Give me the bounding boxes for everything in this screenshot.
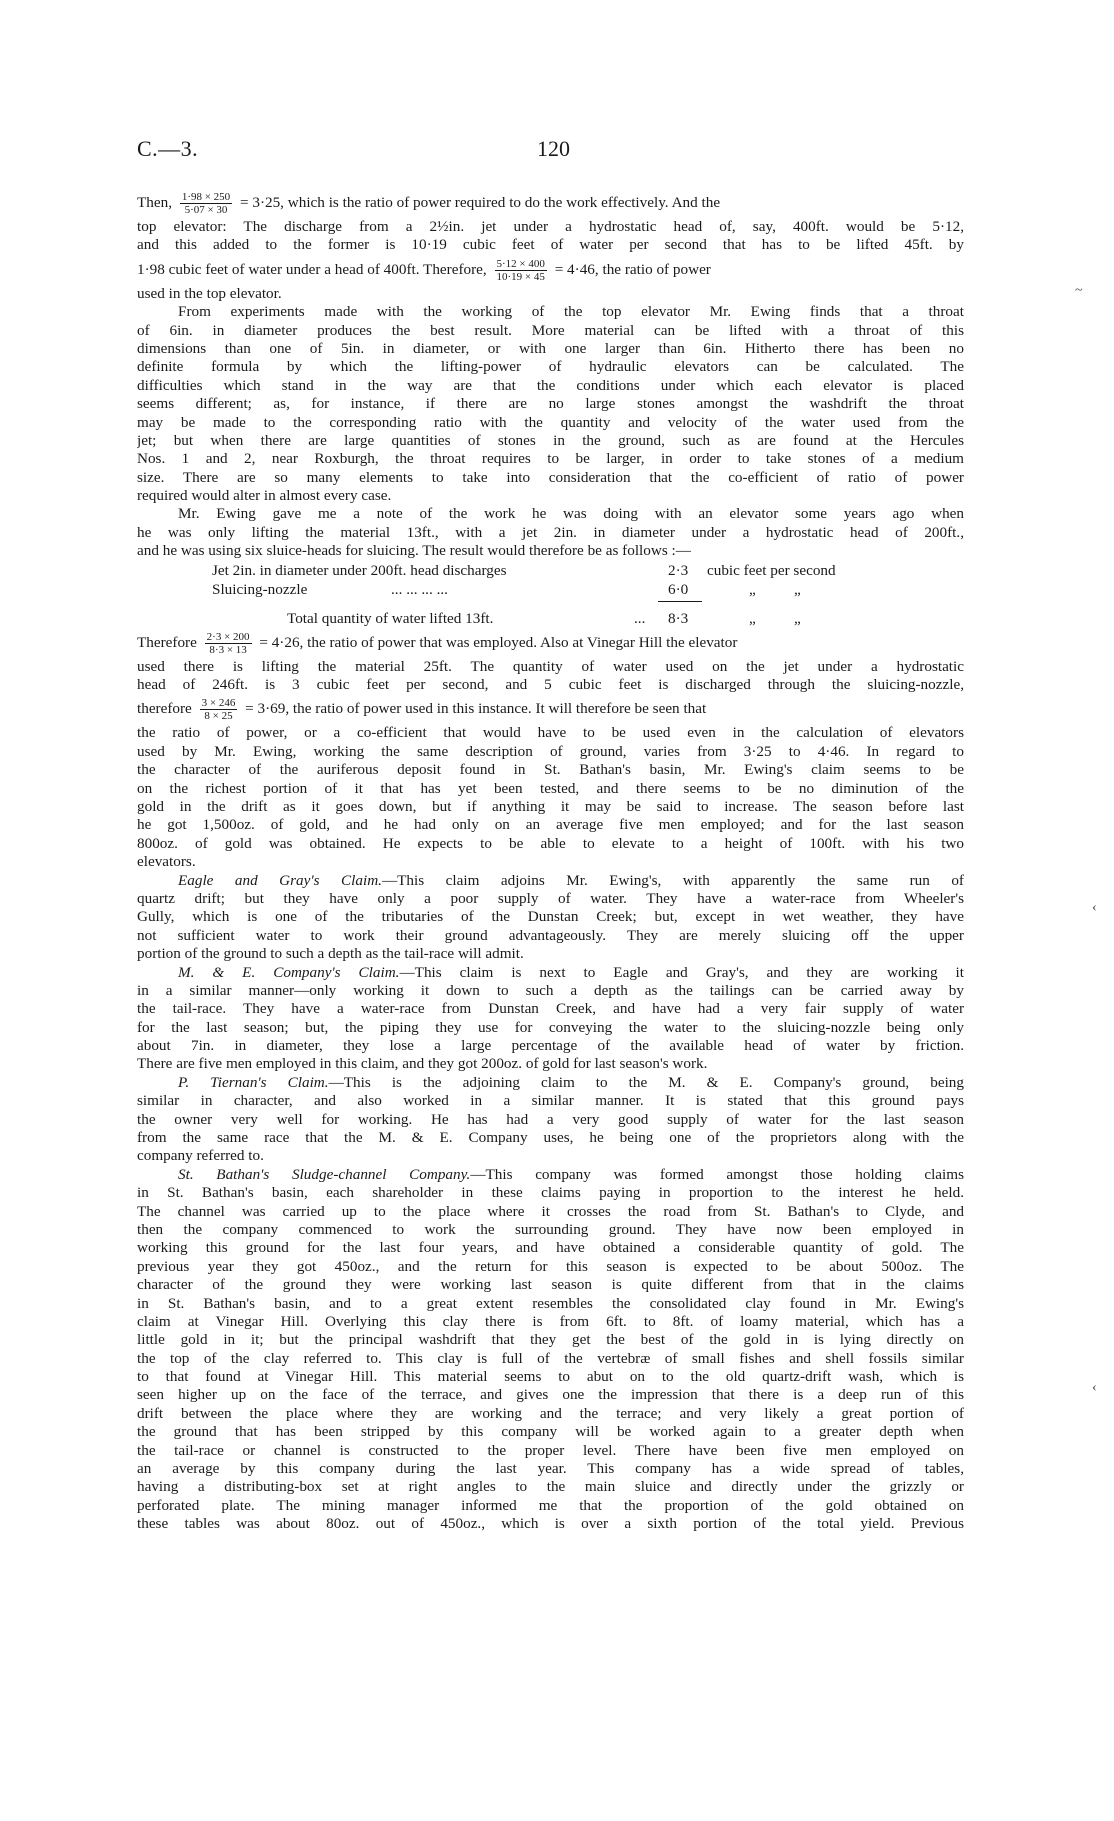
ditto-mark: „	[749, 609, 756, 627]
page-header	[137, 136, 967, 166]
section-title: P. Tiernan's Claim.	[178, 1073, 329, 1091]
fraction-denominator: 8·3 × 13	[209, 643, 247, 656]
text-line: From experiments made with the working of the top elevator Mr. Ewing finds that a throat	[178, 303, 964, 321]
text-line: working this ground for the last four years, and have obtained a considerable quantity of gold. The	[137, 1239, 964, 1257]
page-number: 120	[537, 136, 570, 161]
body-text	[137, 188, 964, 1534]
text-line: the ground that has been stripped by this company will be worked again to a greater depth when	[137, 1423, 964, 1441]
table-label: Jet 2in. in diameter under 200ft. head discharges	[212, 561, 507, 579]
text-line: used by Mr. Ewing, working the same description of ground, varies from 3·25 to 4·46. In regard to	[137, 742, 964, 760]
text-line: perforated plate. The mining manager informed me that the proportion of the gold obtained on	[137, 1496, 964, 1514]
fraction	[495, 258, 547, 283]
text-line: may be made to the corresponding ratio with the quantity and velocity of the water used from the	[137, 413, 964, 431]
text-line: used in the top elevator.	[137, 284, 282, 302]
ditto-mark: „	[794, 609, 801, 627]
text-line: elevators.	[137, 853, 196, 871]
equation-suffix: = 4·26, the ratio of power that was employed. Also at Vinegar Hill the elevator	[259, 633, 738, 651]
text-line: and he was using six sluice-heads for sluicing. The result would therefore be as follows :—	[137, 542, 691, 560]
text-line: seems different; as, for instance, if there are no large stones amongst the washdrift the throat	[137, 395, 964, 413]
text-line: portion of the ground to such a depth as the tail-race will admit.	[137, 945, 524, 963]
text-line: difficulties which stand in the way are that the conditions under which each elevator is placed	[137, 376, 964, 394]
fraction-denominator: 5·07 × 30	[184, 204, 228, 217]
table-value: 6·0	[668, 580, 689, 598]
table-row	[137, 561, 964, 580]
text-line: the ratio of power, or a co-efficient that would have to be used even in the calculation of elevators	[137, 724, 964, 742]
text-line: not sufficient water to work their ground advantageously. They are merely sluicing off the upper	[137, 926, 964, 944]
equation-line	[137, 694, 964, 724]
text-line: Nos. 1 and 2, near Roxburgh, the throat requires to be larger, in order to take stones of a medium	[137, 450, 964, 468]
text-line: he was only lifting the material 13ft., with a jet 2in. in diameter under a hydrostatic head of 200ft.,	[137, 523, 964, 541]
text-line: head of 246ft. is 3 cubic feet per second, and 5 cubic feet is discharged through the sluicing-nozzle,	[137, 676, 964, 694]
text-run: —This claim adjoins Mr. Ewing's, with apparently the same run of	[381, 871, 964, 889]
text-line: the owner very well for working. He has had a very good supply of water for the last season	[137, 1110, 964, 1128]
fraction-numerator: 2·3 × 200	[206, 630, 250, 643]
text-line: in St. Bathan's basin, each shareholder in these claims paying in proportion to the interest he held.	[137, 1184, 964, 1202]
text-line: having a distributing-box set at right angles to the main sluice and directly under the grizzly or	[137, 1478, 964, 1496]
text-line: There are five men employed in this claim, and they got 200oz. of gold for last season's work.	[137, 1055, 708, 1073]
section-title: St. Bathan's Sludge-channel Company.	[178, 1165, 471, 1183]
text-run: —This claim is next to Eagle and Gray's, and they are working it	[399, 963, 964, 981]
table-dots: ... ... ... ...	[391, 580, 448, 598]
margin-mark: ‹	[1092, 1380, 1097, 1395]
text-line: Mr. Ewing gave me a note of the work he was doing with an elevator some years ago when	[178, 505, 964, 523]
fraction	[180, 191, 232, 216]
table-total-row	[137, 609, 964, 628]
table-label: Sluicing-nozzle	[212, 580, 308, 598]
text-line: the top of the clay referred to. This clay is full of the vertebræ of small fishes and shell fossils similar	[137, 1349, 964, 1367]
text-line: he got 1,500oz. of gold, and he had only on an average five men employed; and for the last season	[137, 816, 964, 834]
equation-prefix: Then,	[137, 194, 173, 211]
equation-suffix: = 3·69, the ratio of power used in this instance. It will therefore be seen that	[245, 700, 707, 718]
ditto-mark: „	[794, 580, 801, 598]
text-line: 800oz. of gold was obtained. He expects to be able to elevate to a height of 100ft. with his two	[137, 834, 964, 852]
section-first-line	[137, 964, 964, 982]
text-line: required would alter in almost every case.	[137, 487, 392, 505]
text-line: previous year they got 450oz., and the return for this season is expected to be about 500oz. The	[137, 1257, 964, 1275]
table-value: 8·3	[668, 609, 689, 627]
text-run: —This company was formed amongst those holding claims	[470, 1165, 964, 1183]
ditto-mark: „	[749, 580, 756, 598]
table-rule-row	[137, 599, 964, 609]
text-line: claim at Vinegar Hill. Overlying this clay there is from 6ft. to 8ft. of loamy material, which has a	[137, 1312, 964, 1330]
text-line: in a similar manner—only working it down to such a depth as the tailings can be carried away by	[137, 981, 964, 999]
margin-mark: ‹	[1092, 900, 1097, 915]
equation-suffix: = 4·46, the ratio of power	[554, 260, 711, 278]
text-line: jet; but when there are large quantities of stones in the ground, such as are found at the Hercules	[137, 431, 964, 449]
text-line: then the company commenced to work the surrounding ground. They have now been employed in	[137, 1220, 964, 1238]
fraction-numerator: 3 × 246	[201, 697, 236, 710]
text-line: little gold in it; but the principal washdrift that they get the best of the gold in is lying directly on	[137, 1331, 964, 1349]
section-title: M. & E. Company's Claim.	[178, 963, 400, 981]
equation-line	[137, 628, 964, 658]
table-value: 2·3	[668, 561, 689, 579]
text-line: an average by this company during the last year. This company has a wide spread of tables,	[137, 1460, 964, 1478]
text-line: dimensions than one of 5in. in diameter, or with one larger than 6in. Hitherto there has been no	[137, 339, 964, 357]
text-line: top elevator: The discharge from a 2½in. jet under a hydrostatic head of, say, 400ft. would be 5·12,	[137, 218, 964, 235]
text-line: definite formula by which the lifting-power of hydraulic elevators can be calculated. The	[137, 358, 964, 376]
fraction-numerator: 1·98 × 250	[181, 191, 231, 204]
text-line: gold in the drift as it goes down, but if anything it may be said to increase. The season before last	[137, 797, 964, 815]
section-first-line	[137, 1074, 964, 1092]
text-line: from the same race that the M. & E. Company uses, he being one of the proprietors along with the	[137, 1129, 964, 1147]
text-line: the tail-race or channel is constructed to the proper level. There have been five men employed on	[137, 1441, 964, 1459]
fraction-denominator: 10·19 × 45	[496, 270, 545, 283]
fraction-denominator: 8 × 25	[204, 710, 233, 723]
section-title: Eagle and Gray's Claim.	[178, 871, 382, 889]
text-line: Gully, which is one of the tributaries of the Dunstan Creek; but, except in wet weather, they have	[137, 908, 964, 926]
document-reference: C.—3.	[137, 136, 199, 161]
text-line: about 7in. in diameter, they lose a large percentage of the available head of water by friction.	[137, 1037, 964, 1055]
section-first-line	[137, 872, 964, 890]
fraction	[200, 697, 238, 722]
table-unit: cubic feet per second	[707, 561, 836, 579]
sum-rule	[658, 601, 702, 602]
text-line: character of the ground they were working last season is quite different from that in the claims	[137, 1276, 964, 1294]
margin-mark: ~	[1075, 283, 1083, 298]
section-first-line	[137, 1166, 964, 1184]
text-line: on the richest portion of it that has yet been tested, and there seems to be no diminution of the	[137, 779, 964, 797]
fraction	[205, 631, 252, 656]
fraction-numerator: 5·12 × 400	[496, 257, 545, 270]
table-dots: ...	[634, 609, 646, 627]
text-line: company referred to.	[137, 1147, 264, 1165]
text-line: size. There are so many elements to take into consideration that the co-efficient of ratio of power	[137, 468, 964, 486]
text-line: The channel was carried up to the place where it crosses the road from St. Bathan's to Clyde, and	[137, 1202, 964, 1220]
text-line: seen higher up on the face of the terrace, and gives one the impression that there is a deep run of this	[137, 1386, 964, 1404]
text-line: in St. Bathan's basin, and to a great extent resembles the consolidated clay found in Mr. Ewing's	[137, 1294, 964, 1312]
text-line: and this added to the former is 10·19 cubic feet of water per second that has to be lifted 45ft. by	[137, 236, 964, 254]
equation-prefix: therefore	[137, 700, 192, 718]
text-line: for the last season; but, the piping they use for conveying the water to the sluicing-nozzle being only	[137, 1018, 964, 1036]
text-run: —This is the adjoining claim to the M. & E. Company's ground, being	[328, 1073, 964, 1091]
text-line: these tables was about 80oz. out of 450oz., which is over a sixth portion of the total yield. Previous	[137, 1515, 964, 1533]
text-line: the tail-race. They have a water-race from Dunstan Creek, and have had a very fair supply of water	[137, 1000, 964, 1018]
text-line: drift between the place where they are working and the terrace; and very likely a great portion of	[137, 1404, 964, 1422]
table-row	[137, 580, 964, 599]
equation-line	[137, 188, 964, 218]
text-line: of 6in. in diameter produces the best result. More material can be lifted with a throat of this	[137, 321, 964, 339]
equation-prefix: Therefore	[137, 633, 197, 651]
text-line: similar in character, and also worked in a similar manner. It is stated that this ground pays	[137, 1092, 964, 1110]
table-label: Total quantity of water lifted 13ft.	[287, 609, 494, 627]
equation-line	[137, 255, 964, 285]
text-line: used there is lifting the material 25ft. The quantity of water used on the jet under a hydrostatic	[137, 657, 964, 675]
equation-prefix: 1·98 cubic feet of water under a head of 400ft. Therefore,	[137, 260, 487, 278]
text-line: quartz drift; but they have only a poor supply of water. They have a water-race from Wheeler's	[137, 889, 964, 907]
text-line: to that found at Vinegar Hill. This material seems to abut on to the old quartz-drift wash, which is	[137, 1368, 964, 1386]
equation-suffix: = 3·25, which is the ratio of power required to do the work effectively. And the	[239, 194, 721, 211]
text-line: the character of the auriferous deposit found in St. Bathan's basin, Mr. Ewing's claim seems to be	[137, 761, 964, 779]
